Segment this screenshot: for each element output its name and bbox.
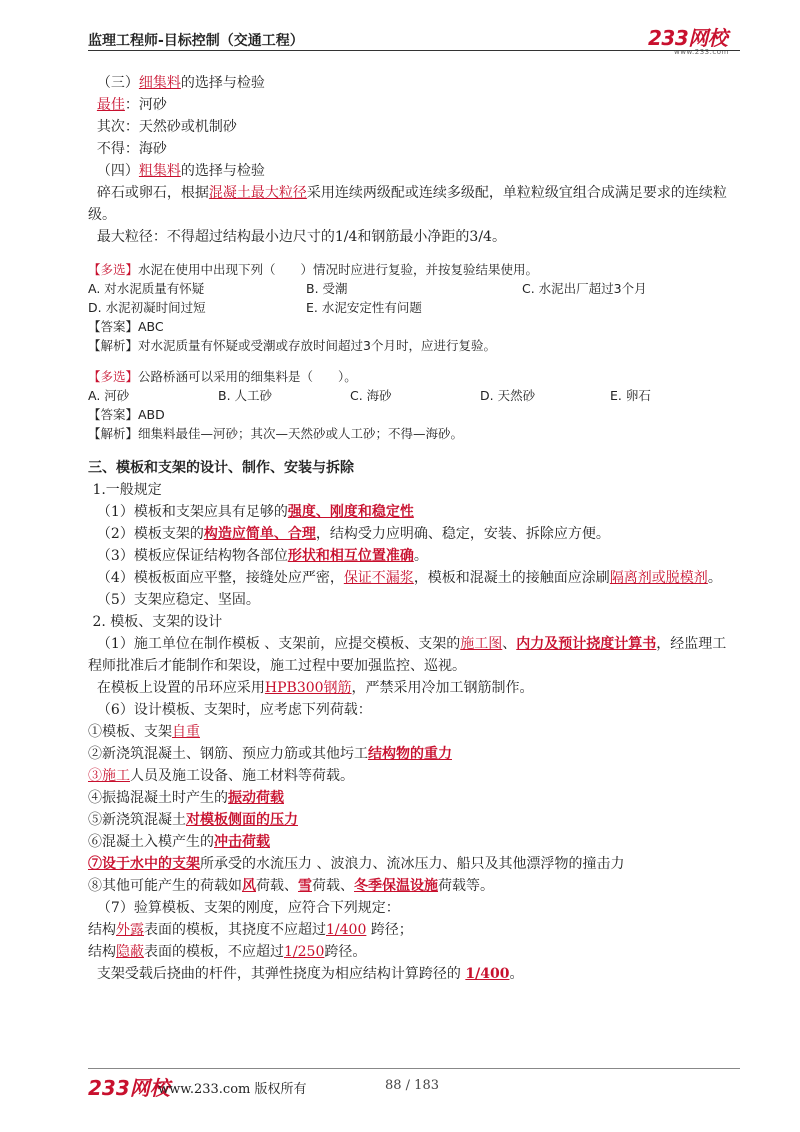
highlight-term: 施工图: [460, 636, 503, 652]
option: D. 天然砂: [480, 388, 536, 403]
highlight-term: 1/400: [326, 922, 367, 938]
text: ，模板和混凝土的接触面应涂刷: [413, 570, 610, 586]
option: C. 海砂: [350, 388, 392, 403]
subheading-general: [88, 479, 740, 501]
text: 不得：海砂: [96, 141, 167, 157]
spacer: [88, 443, 740, 457]
load-6: [88, 831, 740, 853]
highlight-term: 粗集料: [138, 163, 181, 179]
load-3: [88, 765, 740, 787]
text: 水泥在使用中出现下列（ ）情况时应进行复验，并按复验结果使用。: [138, 262, 539, 277]
highlight-term: 外露: [116, 922, 144, 938]
text: ⑧其他可能产生的荷载如: [88, 878, 242, 894]
text: （三）: [96, 75, 139, 91]
highlight-term: 细集料: [138, 75, 181, 91]
text: （2）模板支架的: [96, 526, 204, 542]
text: 、: [502, 636, 517, 652]
text: 碎石或卵石，根据: [96, 185, 209, 201]
fine-no: [88, 138, 740, 160]
heading-coarse-aggregate: [88, 160, 740, 182]
stiffness-support: [88, 963, 740, 985]
text: （7）验算模板、支架的刚度，应符合下列规定：: [96, 900, 400, 916]
text: 跨径；: [366, 922, 413, 938]
text: （5）支架应稳定、坚固。: [96, 592, 260, 608]
text: 在模板上设置的吊环应采用: [96, 680, 265, 696]
text: 最大粒径：不得超过结构最小边尺寸的1/4和钢筋最小净距的3/4。: [96, 229, 506, 245]
subheading-design: [88, 611, 740, 633]
option: D. 水泥初凝时间过短: [88, 300, 206, 315]
text: ，结构受力应明确、稳定，安装、拆除应方便。: [315, 526, 610, 542]
rule-1: [88, 501, 740, 523]
fine-best: [88, 94, 740, 116]
load-7: [88, 853, 740, 875]
highlight-term: 形状和相互位置准确: [287, 548, 414, 564]
answer: 【答案】ABC: [88, 319, 164, 334]
text: 公路桥涵可以采用的细集料是（ ）。: [138, 369, 357, 384]
rule-3: [88, 545, 740, 567]
text: ⑥混凝土入模产生的: [88, 834, 214, 850]
text: 的选择与检验: [180, 75, 265, 91]
highlight-term: 对模板侧面的压力: [186, 812, 298, 828]
option: B. 受潮: [306, 281, 348, 296]
header-divider: [88, 50, 740, 51]
text: （4）模板板面应平整，接缝处应严密，: [96, 570, 344, 586]
load-8: [88, 875, 740, 897]
text: 荷载、: [312, 878, 354, 894]
stiffness-exposed: [88, 919, 740, 941]
highlight-term: 强度、刚度和稳定性: [287, 504, 414, 520]
footer-divider: [88, 1068, 740, 1069]
text: ⑤新浇筑混凝土: [88, 812, 186, 828]
coarse-para-1: [88, 182, 740, 226]
highlight-term: 最佳: [96, 97, 125, 113]
footer-logo: 233网校: [88, 1076, 170, 1100]
logo-text: 233网校: [648, 26, 728, 50]
text: 的选择与检验: [180, 163, 265, 179]
text: ，严禁采用冷加工钢筋制作。: [351, 680, 534, 696]
option-row: [88, 386, 740, 405]
stiffness-hidden: [88, 941, 740, 963]
highlight-term: ③施工: [88, 768, 130, 784]
text: （1）模板和支架应具有足够的: [96, 504, 288, 520]
stiffness-heading: [88, 897, 740, 919]
text: ，经监理工程师批准后才能制作和架设，施工过程中要加强监控、巡视。: [88, 636, 727, 674]
rule-4: [88, 567, 740, 589]
heading-fine-aggregate: [88, 72, 740, 94]
load-1: [88, 721, 740, 743]
text: ④振捣混凝土时产生的: [88, 790, 228, 806]
load-2: [88, 743, 740, 765]
option: B. 人工砂: [218, 388, 273, 403]
analysis: 【解析】细集料最佳—河砂；其次—天然砂或人工砂；不得—海砂。: [88, 426, 464, 441]
option-row: [88, 298, 740, 317]
answer: 【答案】ABD: [88, 407, 165, 422]
highlight-term: 冲击荷载: [214, 834, 270, 850]
text: 。: [509, 966, 524, 982]
option: A. 对水泥质量有怀疑: [88, 281, 205, 296]
text: （3）模板应保证结构物各部位: [96, 548, 288, 564]
text: 人员及施工设备、施工材料等荷载。: [130, 768, 354, 784]
document-body: [88, 72, 740, 985]
spacer: [88, 248, 740, 260]
section-3-title: 三、模板和支架的设计、制作、安装与拆除: [88, 460, 354, 476]
text: 采用连续两级配或连续多级配，单粒粒级宜组合成满足要求的连续粒级。: [88, 185, 727, 223]
question-tag: 【多选】: [88, 262, 139, 277]
text: 跨径。: [324, 944, 367, 960]
highlight-term: 自重: [172, 724, 200, 740]
header-title: 监理工程师-目标控制（交通工程）: [88, 33, 304, 49]
question-stem: [88, 367, 740, 386]
highlight-term: 1/400: [465, 966, 510, 982]
text: 表面的模板，不应超过: [144, 944, 284, 960]
highlight-term: 构造应简单、合理: [203, 526, 316, 542]
text: （四）: [96, 163, 139, 179]
highlight-term: 风: [242, 878, 256, 894]
text: 支架受载后挠曲的杆件，其弹性挠度为相应结构计算跨径的: [96, 966, 466, 982]
highlight-term: 隐蔽: [116, 944, 144, 960]
load-5: [88, 809, 740, 831]
highlight-term: 内力及预计挠度计算书: [516, 636, 657, 652]
text: 1.一般规定: [92, 482, 162, 498]
question-stem: [88, 260, 740, 279]
highlight-term: 雪: [298, 878, 312, 894]
text: 2. 模板、支架的设计: [92, 614, 223, 630]
text: 所承受的水流压力 、波浪力、流冰压力、船只及其他漂浮物的撞击力: [200, 856, 625, 872]
highlight-term: 隔离剂或脱模剂: [609, 570, 708, 586]
text: （6）设计模板、支架时，应考虑下列荷载：: [96, 702, 372, 718]
text: ①模板、支架: [88, 724, 172, 740]
load-4: [88, 787, 740, 809]
rule-5: [88, 589, 740, 611]
highlight-term: 冬季保温设施: [354, 878, 438, 894]
fine-next: [88, 116, 740, 138]
text: ：河砂: [124, 97, 167, 113]
question-2: [88, 367, 740, 443]
highlight-term: 混凝土最大粒径: [208, 185, 307, 201]
text: 结构: [88, 944, 116, 960]
design-3: [88, 699, 740, 721]
text: 荷载等。: [438, 878, 494, 894]
text: （1）施工单位在制作模板 、支架前，应提交模板、支架的: [96, 636, 461, 652]
highlight-term: 结构物的重力: [368, 746, 452, 762]
footer-copyright: www.233.com 版权所有: [158, 1082, 307, 1097]
text: 。: [413, 548, 428, 564]
option: C. 水泥出厂超过3个月: [522, 281, 647, 296]
highlight-term: ⑦设于水中的支架: [88, 856, 200, 872]
highlight-term: 保证不漏浆: [343, 570, 414, 586]
text: ②新浇筑混凝土、钢筋、预应力筋或其他圬工: [88, 746, 368, 762]
option: E. 水泥安定性有问题: [306, 300, 422, 315]
spacer: [88, 355, 740, 367]
coarse-para-2: [88, 226, 740, 248]
option: A. 河砂: [88, 388, 130, 403]
text: 表面的模板，其挠度不应超过: [144, 922, 326, 938]
design-2: [88, 677, 740, 699]
question-tag: 【多选】: [88, 369, 139, 384]
option: E. 卵石: [610, 388, 651, 403]
logo-url: www.233.com: [674, 48, 729, 56]
text: 荷载、: [256, 878, 298, 894]
page-number: 88 / 183: [385, 1078, 439, 1093]
design-1: [88, 633, 740, 677]
highlight-term: 1/250: [284, 944, 325, 960]
question-1: [88, 260, 740, 355]
highlight-term: HPB300钢筋: [264, 680, 352, 696]
analysis: 【解析】对水泥质量有怀疑或受潮或存放时间超过3个月时，应进行复验。: [88, 338, 496, 353]
option-row: [88, 279, 740, 298]
rule-2: [88, 523, 740, 545]
text: 结构: [88, 922, 116, 938]
text: 其次：天然砂或机制砂: [96, 119, 237, 135]
text: 。: [707, 570, 722, 586]
highlight-term: 振动荷载: [228, 790, 284, 806]
